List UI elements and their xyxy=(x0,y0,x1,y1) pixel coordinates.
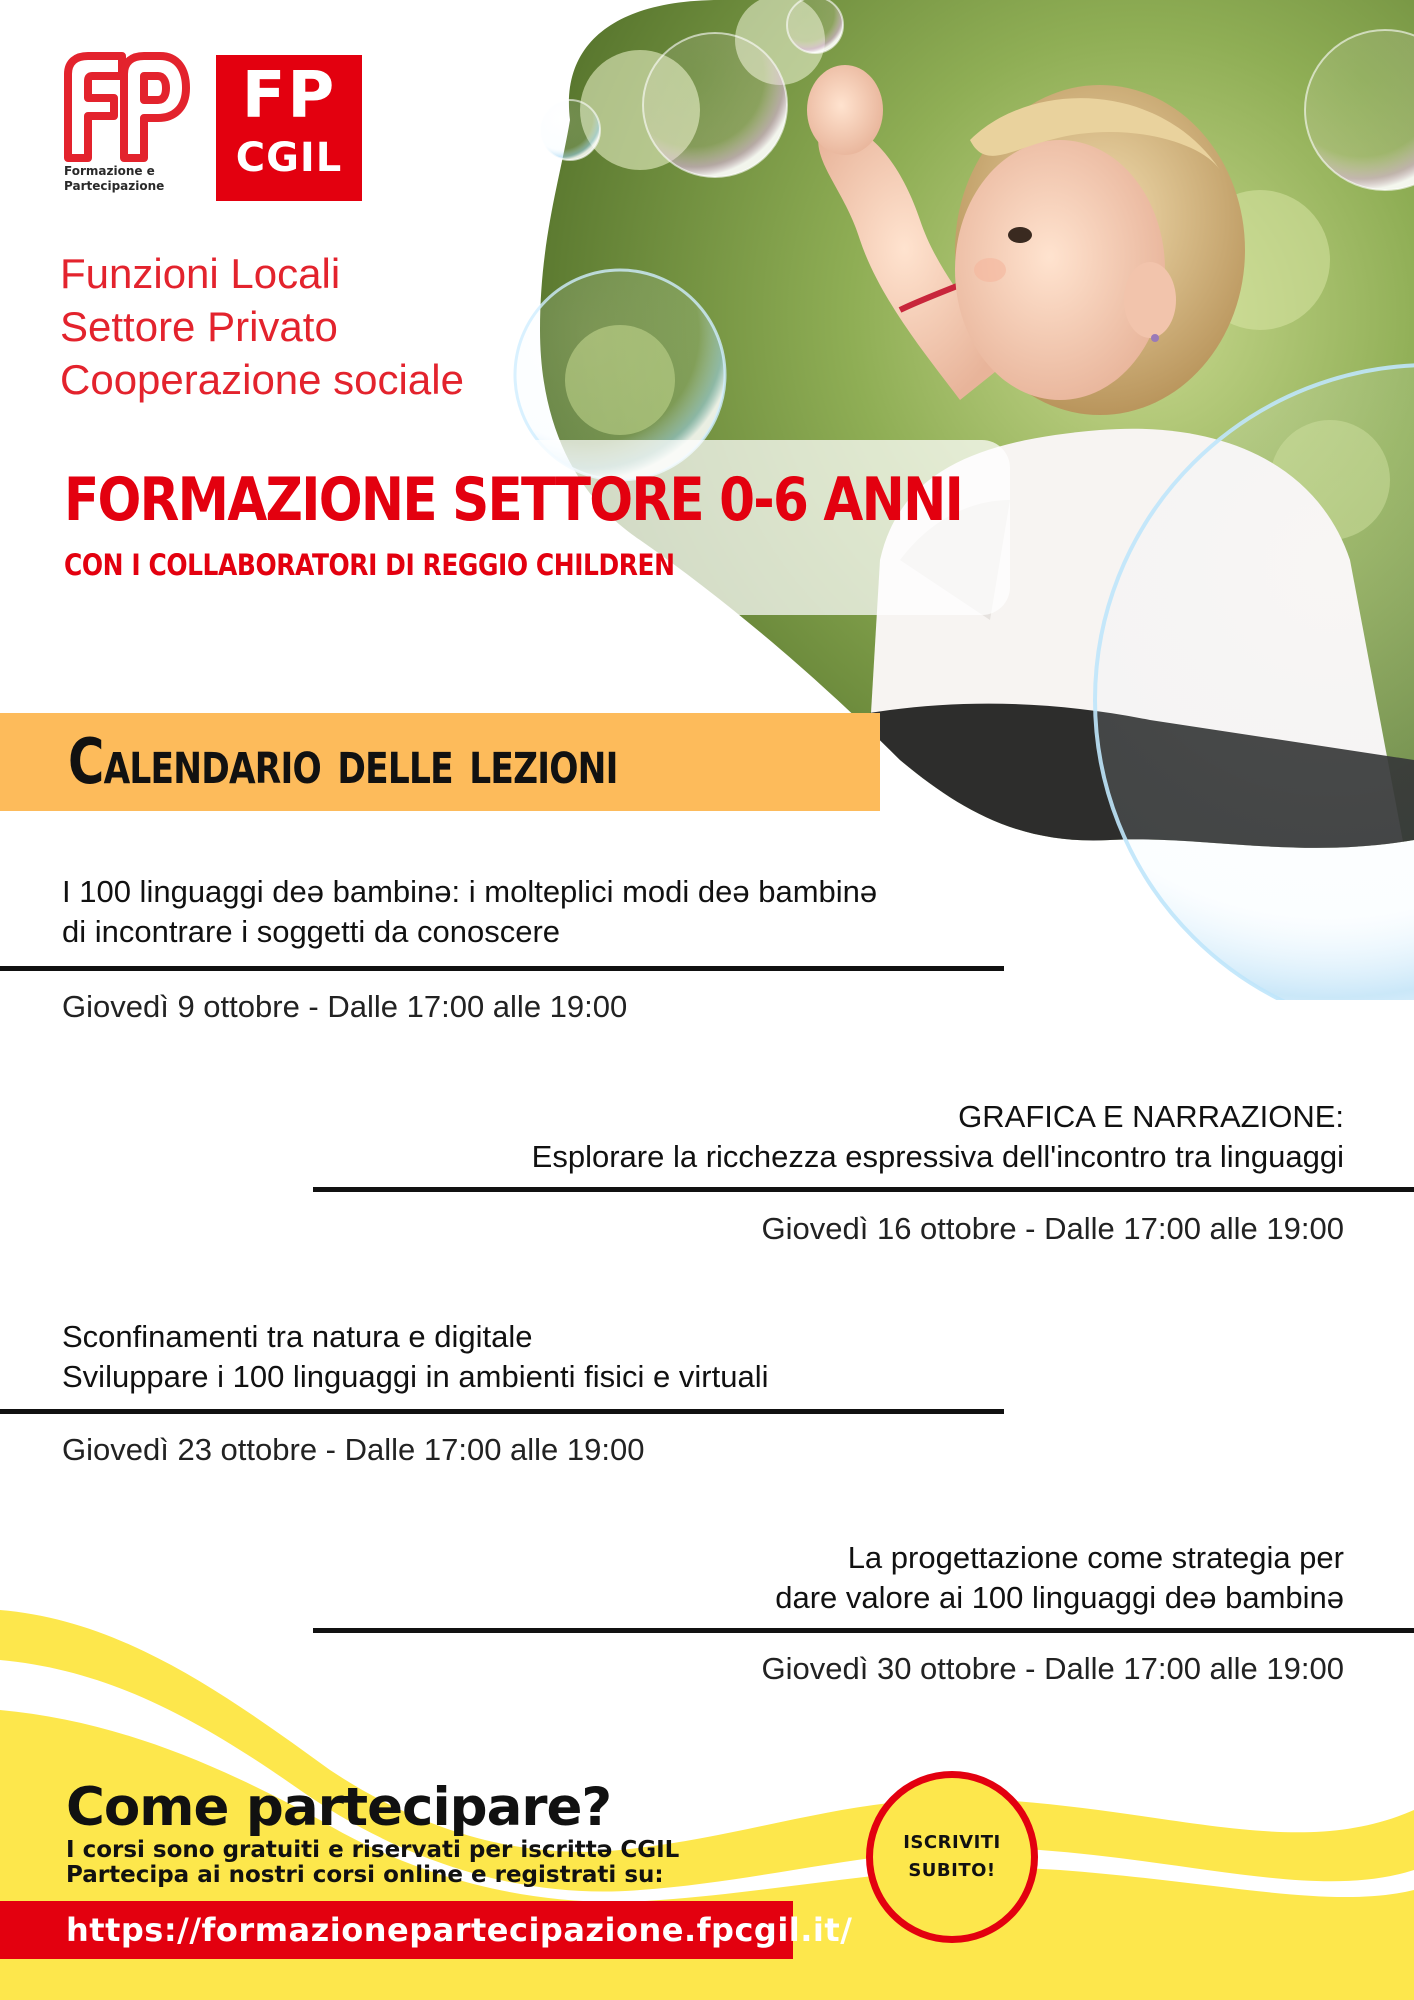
registration-link[interactable]: https://formazionepartecipazione.fpcgil.it/ xyxy=(66,1911,853,1949)
participate-heading: Come partecipare? xyxy=(66,1777,612,1838)
sub-title: CON I COLLABORATORI DI REGGIO CHILDREN xyxy=(64,548,675,582)
lesson-2-date: Giovedì 16 ottobre - Dalle 17:00 alle 19:00 xyxy=(761,1211,1344,1246)
participate-text: I corsi sono gratuiti e riservati per iscrittə CGIL Partecipa ai nostri corsi online e registrati su: xyxy=(66,1837,680,1888)
fp-cgil-logo xyxy=(213,52,365,204)
lesson-4-divider xyxy=(313,1628,1414,1633)
lesson-1-title: I 100 linguaggi deə bambinə: i molteplici modi deə bambinə di incontrare i soggetti da conoscere xyxy=(62,874,878,949)
fp-monogram-icon xyxy=(62,52,192,164)
cgil-logo-cgil: CGIL xyxy=(235,135,343,181)
lesson-4-title: La progettazione come strategia per dare valore ai 100 linguaggi deə bambinə xyxy=(775,1540,1344,1615)
sector-item: Settore Privato xyxy=(60,303,338,350)
lesson-3-title: Sconfinamenti tra natura e digitale Sviluppare i 100 linguaggi in ambienti fisici e virtuali xyxy=(62,1319,769,1394)
lesson-4-date: Giovedì 30 ottobre - Dalle 17:00 alle 19:00 xyxy=(761,1651,1344,1686)
subscribe-now-button[interactable] xyxy=(866,1771,1038,1943)
calendar-heading: Calendario delle lezioni xyxy=(68,725,618,798)
lesson-2-divider xyxy=(313,1187,1414,1192)
cta-line-1: ISCRIVITI xyxy=(903,1832,1001,1853)
main-title: FORMAZIONE SETTORE 0-6 ANNI xyxy=(64,465,963,535)
lesson-1-divider xyxy=(0,966,1004,971)
lesson-1-date: Giovedì 9 ottobre - Dalle 17:00 alle 19:00 xyxy=(62,989,628,1024)
lesson-2-title: GRAFICA E NARRAZIONE: Esplorare la ricchezza espressiva dell'incontro tra linguaggi xyxy=(531,1099,1344,1174)
sectors-list xyxy=(60,247,464,406)
lesson-3-divider xyxy=(0,1409,1004,1414)
lesson-3-date: Giovedì 23 ottobre - Dalle 17:00 alle 19:00 xyxy=(62,1432,645,1467)
cta-line-2: SUBITO! xyxy=(908,1860,996,1881)
fp-logo-caption: Formazione e Partecipazione xyxy=(64,164,165,193)
sector-item: Funzioni Locali xyxy=(60,250,341,297)
cgil-logo-fp: FP xyxy=(241,59,337,133)
sector-item: Cooperazione sociale xyxy=(60,356,464,403)
formazione-partecipazione-logo xyxy=(62,52,192,202)
